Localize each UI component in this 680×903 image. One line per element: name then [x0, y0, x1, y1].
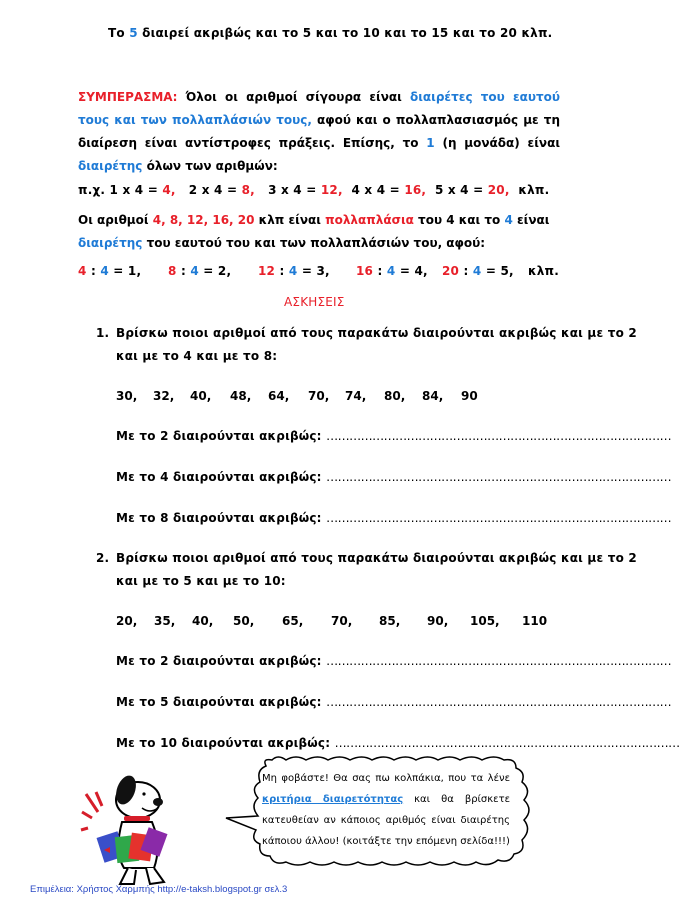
multiples-divisor: διαιρέτης	[78, 236, 143, 250]
division-item	[258, 264, 330, 278]
multiples-text: του 4 και το	[413, 213, 505, 227]
ex1-answer-label: Με το 2 διαιρούνται ακριβώς:	[116, 429, 322, 443]
multiples-paragraph	[78, 209, 560, 255]
multiples-word: πολλαπλάσια	[325, 213, 414, 227]
bubble-text	[262, 768, 510, 852]
ex1-question-line1: Βρίσκω ποιοι αριθμοί από τους παρακάτω διαιρούνται ακριβώς και με το 2	[116, 326, 637, 340]
ex1-question-line2: και με το 4 και με το 8:	[116, 349, 278, 363]
ex1-number-item: 90	[461, 389, 478, 403]
ex2-number-item: 70,	[331, 614, 353, 628]
ex1-answer-2	[116, 429, 671, 443]
division-dividend: 16	[356, 264, 374, 278]
ex2-answer-label: Με το 5 διαιρούνται ακριβώς:	[116, 695, 322, 709]
ex1-number-item: 74,	[345, 389, 367, 403]
conclusion-text: Όλοι οι αριθμοί σίγουρα είναι	[177, 90, 410, 104]
division-dividend: 8	[168, 264, 177, 278]
division-result: = 2,	[198, 264, 232, 278]
example-expr: 1 x 4 =	[105, 183, 163, 197]
multiples-text: Οι αριθμοί	[78, 213, 153, 227]
division-op: :	[86, 264, 101, 278]
division-item	[168, 264, 231, 278]
example-expr: 3 x 4 =	[268, 183, 321, 197]
ex1-number-item: 70,	[308, 389, 330, 403]
conclusion-paragraph	[78, 86, 560, 178]
ex2-answer-5	[116, 695, 671, 709]
ex2-number-item: 20,	[116, 614, 138, 628]
ex2-number: 2.	[96, 551, 110, 565]
division-divisor: 4	[472, 264, 482, 278]
example-result: 8,	[241, 183, 255, 197]
exercises-title: ΑΣΚΗΣΕΙΣ	[284, 295, 345, 309]
ex1-number-item: 32,	[153, 389, 175, 403]
division-dividend: 4	[78, 264, 87, 278]
multiples-numbers: 4, 8, 12, 16, 20	[152, 213, 255, 227]
division-op: :	[459, 264, 473, 278]
intro-text: Το	[108, 26, 130, 40]
intro-line	[108, 26, 552, 40]
example-expr: 4 x 4 =	[351, 183, 405, 197]
intro-number: 5	[129, 26, 138, 40]
division-divisor: 4	[190, 264, 199, 278]
division-op: :	[275, 264, 289, 278]
division-result: = 4,	[395, 264, 428, 278]
ex2-number-item: 40,	[192, 614, 214, 628]
conclusion-divisor: διαιρέτης	[78, 159, 143, 173]
conclusion-text: (η μονάδα) είναι	[434, 136, 560, 150]
ex2-answer-label: Με το 2 διαιρούνται ακριβώς:	[116, 654, 322, 668]
ex2-number-item: 65,	[282, 614, 304, 628]
divisions-suffix: κλπ.	[528, 264, 559, 278]
bubble-text-part: Μη φοβάστε! Θα σας πω κολπάκια, που τα λένε	[262, 773, 510, 784]
division-dividend: 20	[442, 264, 460, 278]
division-divisor: 4	[386, 264, 396, 278]
intro-text-end: διαιρεί ακριβώς και το 5 και το 10 και το 15 και το 20 κλπ.	[137, 26, 553, 40]
answer-blank[interactable]: ………………………………………………………………………………	[326, 429, 672, 443]
ex1-answer-4	[116, 470, 671, 484]
division-op: :	[176, 264, 191, 278]
answer-blank[interactable]: ………………………………………………………………………………	[326, 511, 672, 525]
ex1-number-item: 40,	[190, 389, 212, 403]
division-result: = 3,	[297, 264, 330, 278]
ex1-answer-label: Με το 8 διαιρούνται ακριβώς:	[116, 511, 322, 525]
answer-blank[interactable]: ………………………………………………………………………………	[326, 654, 672, 668]
ex2-question-line2: και με το 5 και με το 10:	[116, 574, 286, 588]
example-result: 20,	[487, 183, 510, 197]
ex2-number-item: 90,	[427, 614, 449, 628]
answer-blank[interactable]: ………………………………………………………………………………	[334, 736, 680, 750]
ex2-number-item: 35,	[154, 614, 176, 628]
division-item	[442, 264, 514, 278]
example-expr: 5 x 4 =	[434, 183, 488, 197]
example-expr: 2 x 4 =	[188, 183, 242, 197]
ex2-number-item: 110	[522, 614, 548, 628]
conclusion-label: ΣΥΜΠΕΡΑΣΜΑ:	[78, 90, 178, 104]
example-prefix: π.χ.	[78, 183, 106, 197]
conclusion-one: 1	[426, 136, 435, 150]
answer-blank[interactable]: ………………………………………………………………………………	[326, 470, 672, 484]
conclusion-text: αφού και ο πολλαπλασιασμός με τη διαίρεση είναι αντίστροφες πράξεις. Επίσης, το	[78, 113, 560, 150]
multiples-four: 4	[504, 213, 513, 227]
ex1-number: 1.	[96, 326, 110, 340]
page-footer: Επιμέλεια: Χρήστος Χαρμπής http://e-taksh.blogspot.gr σελ.3	[30, 884, 288, 895]
ex2-answer-label: Με το 10 διαιρούνται ακριβώς:	[116, 736, 331, 750]
ex2-answer-10	[116, 736, 680, 750]
snoopy-illustration	[80, 772, 190, 890]
conclusion-text: όλων των αριθμών:	[142, 159, 278, 173]
ex2-number-item: 85,	[379, 614, 401, 628]
ex2-question-line1: Βρίσκω ποιοι αριθμοί από τους παρακάτω διαιρούνται ακριβώς και με το 2	[116, 551, 637, 565]
division-result: = 5,	[481, 264, 514, 278]
division-result: = 1,	[108, 264, 142, 278]
bubble-link[interactable]: κριτήρια διαιρετότητας	[262, 794, 404, 805]
ex1-number-item: 64,	[268, 389, 290, 403]
example-result: 12,	[320, 183, 343, 197]
example-line	[78, 183, 549, 197]
ex1-answer-8	[116, 511, 671, 525]
multiples-text: είναι	[512, 213, 550, 227]
example-suffix: κλπ.	[518, 183, 550, 197]
ex1-answer-label: Με το 4 διαιρούνται ακριβώς:	[116, 470, 322, 484]
division-divisor: 4	[100, 264, 109, 278]
ex1-number-item: 80,	[384, 389, 406, 403]
ex2-number-item: 50,	[233, 614, 255, 628]
division-item	[356, 264, 428, 278]
multiples-text: του εαυτού του και των πολλαπλάσιών του, αφού:	[142, 236, 486, 250]
ex1-number-item: 30,	[116, 389, 138, 403]
division-dividend: 12	[258, 264, 276, 278]
conclusion-highlight: διαιρέτες του εαυτού τους και των πολλαπλάσιών τους,	[78, 90, 560, 127]
answer-blank[interactable]: ………………………………………………………………………………	[326, 695, 672, 709]
ex1-number-item: 48,	[230, 389, 252, 403]
bubble-text-part: και θα βρίσκετε κατευθείαν αν κάποιος αριθμός είναι διαιρέτης κάποιου άλλου! (κοιτάξτε την επόμενη σελίδα!!!)	[262, 794, 510, 847]
example-result: 4,	[162, 183, 176, 197]
division-op: :	[373, 264, 387, 278]
ex1-number-item: 84,	[422, 389, 444, 403]
ex2-number-item: 105,	[470, 614, 500, 628]
multiples-text: κλπ είναι	[254, 213, 326, 227]
division-item	[78, 264, 141, 278]
ex2-answer-2	[116, 654, 671, 668]
division-divisor: 4	[288, 264, 298, 278]
example-result: 16,	[404, 183, 427, 197]
